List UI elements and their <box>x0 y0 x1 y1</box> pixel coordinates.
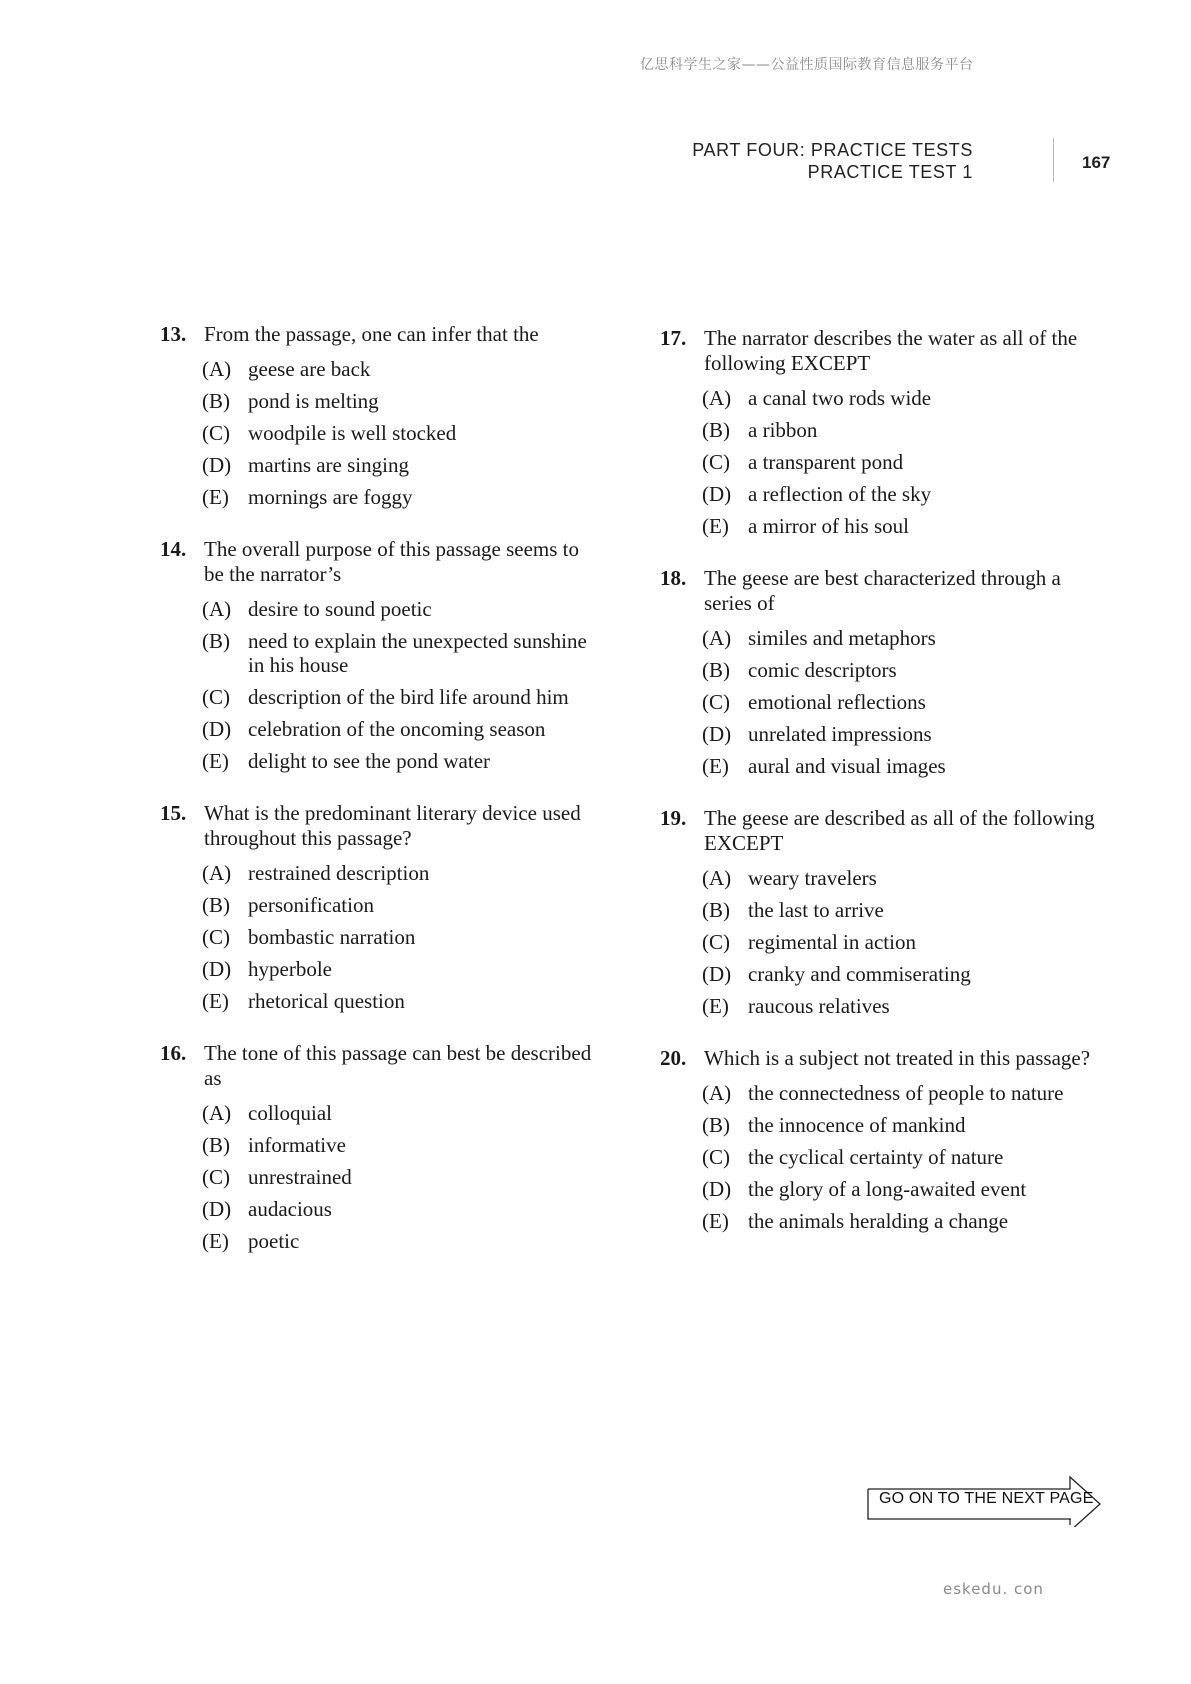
question-text: The overall purpose of this passage seems to be the narrator’s <box>204 537 579 586</box>
option-text: weary travelers <box>748 866 877 890</box>
question-text: What is the predominant literary device used throughout this passage? <box>204 801 581 850</box>
answer-option <box>202 989 600 1013</box>
answer-option <box>702 658 1100 682</box>
option-text: personification <box>248 893 374 917</box>
option-letter: (D) <box>202 453 232 477</box>
option-text: unrestrained <box>248 1165 352 1189</box>
question-item <box>660 566 1100 778</box>
answer-options <box>160 597 600 773</box>
option-letter: (C) <box>202 925 230 949</box>
answer-option <box>202 1165 600 1189</box>
option-text: the last to arrive <box>748 898 884 922</box>
question-stem <box>660 1046 1100 1071</box>
option-letter: (B) <box>702 418 730 442</box>
answer-options <box>660 1081 1100 1233</box>
running-head <box>692 139 973 183</box>
option-text: a mirror of his soul <box>748 514 909 538</box>
answer-option <box>702 690 1100 714</box>
option-letter: (E) <box>702 514 729 538</box>
option-text: the glory of a long-awaited event <box>748 1177 1027 1201</box>
option-letter: (A) <box>702 1081 732 1105</box>
option-letter: (A) <box>702 866 732 890</box>
answer-option <box>702 994 1100 1018</box>
option-text: regimental in action <box>748 930 916 954</box>
question-text: From the passage, one can infer that the <box>204 322 539 346</box>
answer-option <box>202 957 600 981</box>
right-question-column <box>660 326 1100 1241</box>
option-text: martins are singing <box>248 453 409 477</box>
answer-option <box>702 1145 1100 1169</box>
question-number: 19. <box>660 806 687 830</box>
option-letter: (C) <box>702 930 730 954</box>
option-letter: (B) <box>202 389 230 413</box>
answer-option <box>202 1229 600 1253</box>
answer-option <box>202 453 600 477</box>
question-stem <box>660 806 1100 856</box>
question-number: 14. <box>160 537 187 561</box>
answer-options <box>160 1101 600 1253</box>
answer-option <box>702 1177 1100 1201</box>
answer-option <box>702 386 1100 410</box>
option-text: a ribbon <box>748 418 818 442</box>
answer-option <box>702 722 1100 746</box>
option-text: desire to sound poetic <box>248 597 432 621</box>
answer-options <box>660 866 1100 1018</box>
answer-option <box>202 1133 600 1157</box>
question-text: The geese are described as all of the following EXCEPT <box>704 806 1095 855</box>
running-head-test: PRACTICE TEST 1 <box>807 162 973 182</box>
question-number: 16. <box>160 1041 187 1065</box>
option-text: similes and metaphors <box>748 626 936 650</box>
answer-options <box>660 626 1100 778</box>
question-stem <box>660 566 1100 616</box>
question-stem <box>160 537 600 587</box>
option-letter: (A) <box>202 357 232 381</box>
question-item <box>160 1041 600 1253</box>
option-text: pond is melting <box>248 389 379 413</box>
option-text: audacious <box>248 1197 332 1221</box>
option-text: mornings are foggy <box>248 485 413 509</box>
option-text: bombastic narration <box>248 925 416 949</box>
option-letter: (D) <box>702 722 732 746</box>
option-letter: (E) <box>202 1229 229 1253</box>
answer-option <box>702 754 1100 778</box>
option-text: aural and visual images <box>748 754 946 778</box>
question-stem <box>160 1041 600 1091</box>
option-letter: (C) <box>202 685 230 709</box>
option-letter: (D) <box>702 962 732 986</box>
question-text: The tone of this passage can best be described as <box>204 1041 592 1090</box>
question-item <box>160 801 600 1013</box>
answer-options <box>660 386 1100 538</box>
option-letter: (C) <box>202 421 230 445</box>
answer-option <box>202 925 600 949</box>
option-letter: (E) <box>202 485 229 509</box>
answer-option <box>702 482 1100 506</box>
option-letter: (A) <box>202 861 232 885</box>
option-letter: (B) <box>702 1113 730 1137</box>
answer-option <box>202 717 600 741</box>
running-head-divider <box>1053 138 1054 182</box>
option-letter: (E) <box>702 1209 729 1233</box>
answer-option <box>702 1081 1100 1105</box>
option-letter: (E) <box>702 754 729 778</box>
next-page-indicator <box>865 1475 1105 1527</box>
answer-option <box>202 597 600 621</box>
answer-option <box>202 357 600 381</box>
option-text: informative <box>248 1133 346 1157</box>
answer-option <box>202 685 600 709</box>
next-page-label: GO ON TO THE NEXT PAGE <box>879 1490 1094 1507</box>
answer-option <box>702 930 1100 954</box>
option-text: poetic <box>248 1229 300 1253</box>
question-number: 18. <box>660 566 687 590</box>
question-text: Which is a subject not treated in this passage? <box>704 1046 1091 1070</box>
option-text: raucous relatives <box>748 994 890 1018</box>
option-letter: (A) <box>702 626 732 650</box>
option-text: the innocence of mankind <box>748 1113 966 1137</box>
option-text: rhetorical question <box>248 989 405 1013</box>
question-item <box>160 322 600 509</box>
option-text: unrelated impressions <box>748 722 932 746</box>
option-text: the connectedness of people to nature <box>748 1081 1064 1105</box>
answer-option <box>202 1197 600 1221</box>
answer-option <box>702 962 1100 986</box>
question-item <box>660 1046 1100 1233</box>
answer-options <box>160 861 600 1013</box>
option-text: restrained description <box>248 861 430 885</box>
option-letter: (B) <box>202 893 230 917</box>
question-item <box>660 326 1100 538</box>
option-text: the animals heralding a change <box>748 1209 1009 1233</box>
answer-options <box>160 357 600 509</box>
option-letter: (B) <box>202 1133 230 1157</box>
question-stem <box>160 322 600 347</box>
option-letter: (D) <box>702 482 732 506</box>
question-number: 15. <box>160 801 187 825</box>
option-letter: (D) <box>202 1197 232 1221</box>
question-item <box>660 806 1100 1018</box>
option-letter: (B) <box>702 898 730 922</box>
answer-option <box>202 749 600 773</box>
option-text: delight to see the pond water <box>248 749 491 773</box>
left-question-column <box>160 322 600 1261</box>
answer-option <box>202 485 600 509</box>
option-letter: (E) <box>202 989 229 1013</box>
question-number: 13. <box>160 322 187 346</box>
option-text: woodpile is well stocked <box>248 421 457 445</box>
question-text: The geese are best characterized through a series of <box>704 566 1061 615</box>
answer-option <box>702 866 1100 890</box>
option-letter: (E) <box>702 994 729 1018</box>
option-text: comic descriptors <box>748 658 897 682</box>
question-item <box>160 537 600 773</box>
option-letter: (E) <box>202 749 229 773</box>
answer-option <box>202 421 600 445</box>
question-number: 20. <box>660 1046 687 1070</box>
option-letter: (C) <box>702 690 730 714</box>
option-text: hyperbole <box>248 957 332 981</box>
question-number: 17. <box>660 326 687 350</box>
running-head-part: PART FOUR: PRACTICE TESTS <box>692 140 973 160</box>
option-text: need to explain the unexpected sunshine in his house <box>248 629 587 677</box>
answer-option <box>702 514 1100 538</box>
answer-option <box>202 861 600 885</box>
option-text: a reflection of the sky <box>748 482 932 506</box>
option-letter: (D) <box>202 717 232 741</box>
answer-option <box>202 629 600 677</box>
answer-option <box>202 1101 600 1125</box>
option-letter: (C) <box>702 450 730 474</box>
answer-option <box>702 450 1100 474</box>
option-text: a transparent pond <box>748 450 904 474</box>
option-letter: (D) <box>202 957 232 981</box>
answer-option <box>702 626 1100 650</box>
answer-option <box>702 1113 1100 1137</box>
answer-option <box>702 898 1100 922</box>
option-letter: (C) <box>202 1165 230 1189</box>
option-text: geese are back <box>248 357 371 381</box>
answer-option <box>702 1209 1100 1233</box>
question-text: The narrator describes the water as all of the following EXCEPT <box>704 326 1078 375</box>
option-letter: (A) <box>702 386 732 410</box>
answer-option <box>202 893 600 917</box>
watermark-bottom: eskedu. con <box>943 1580 1044 1598</box>
option-text: description of the bird life around him <box>248 685 569 709</box>
option-text: celebration of the oncoming season <box>248 717 546 741</box>
question-stem <box>160 801 600 851</box>
option-text: emotional reflections <box>748 690 926 714</box>
option-letter: (D) <box>702 1177 732 1201</box>
option-letter: (C) <box>702 1145 730 1169</box>
answer-option <box>702 418 1100 442</box>
option-letter: (B) <box>702 658 730 682</box>
answer-option <box>202 389 600 413</box>
option-text: cranky and commiserating <box>748 962 971 986</box>
watermark-top: 亿思科学生之家——公益性质国际教育信息服务平台 <box>640 57 974 73</box>
option-letter: (B) <box>202 629 230 653</box>
option-letter: (A) <box>202 597 232 621</box>
option-text: the cyclical certainty of nature <box>748 1145 1004 1169</box>
page-number: 167 <box>1082 153 1111 172</box>
option-text: colloquial <box>248 1101 332 1125</box>
option-text: a canal two rods wide <box>748 386 932 410</box>
question-stem <box>660 326 1100 376</box>
option-letter: (A) <box>202 1101 232 1125</box>
